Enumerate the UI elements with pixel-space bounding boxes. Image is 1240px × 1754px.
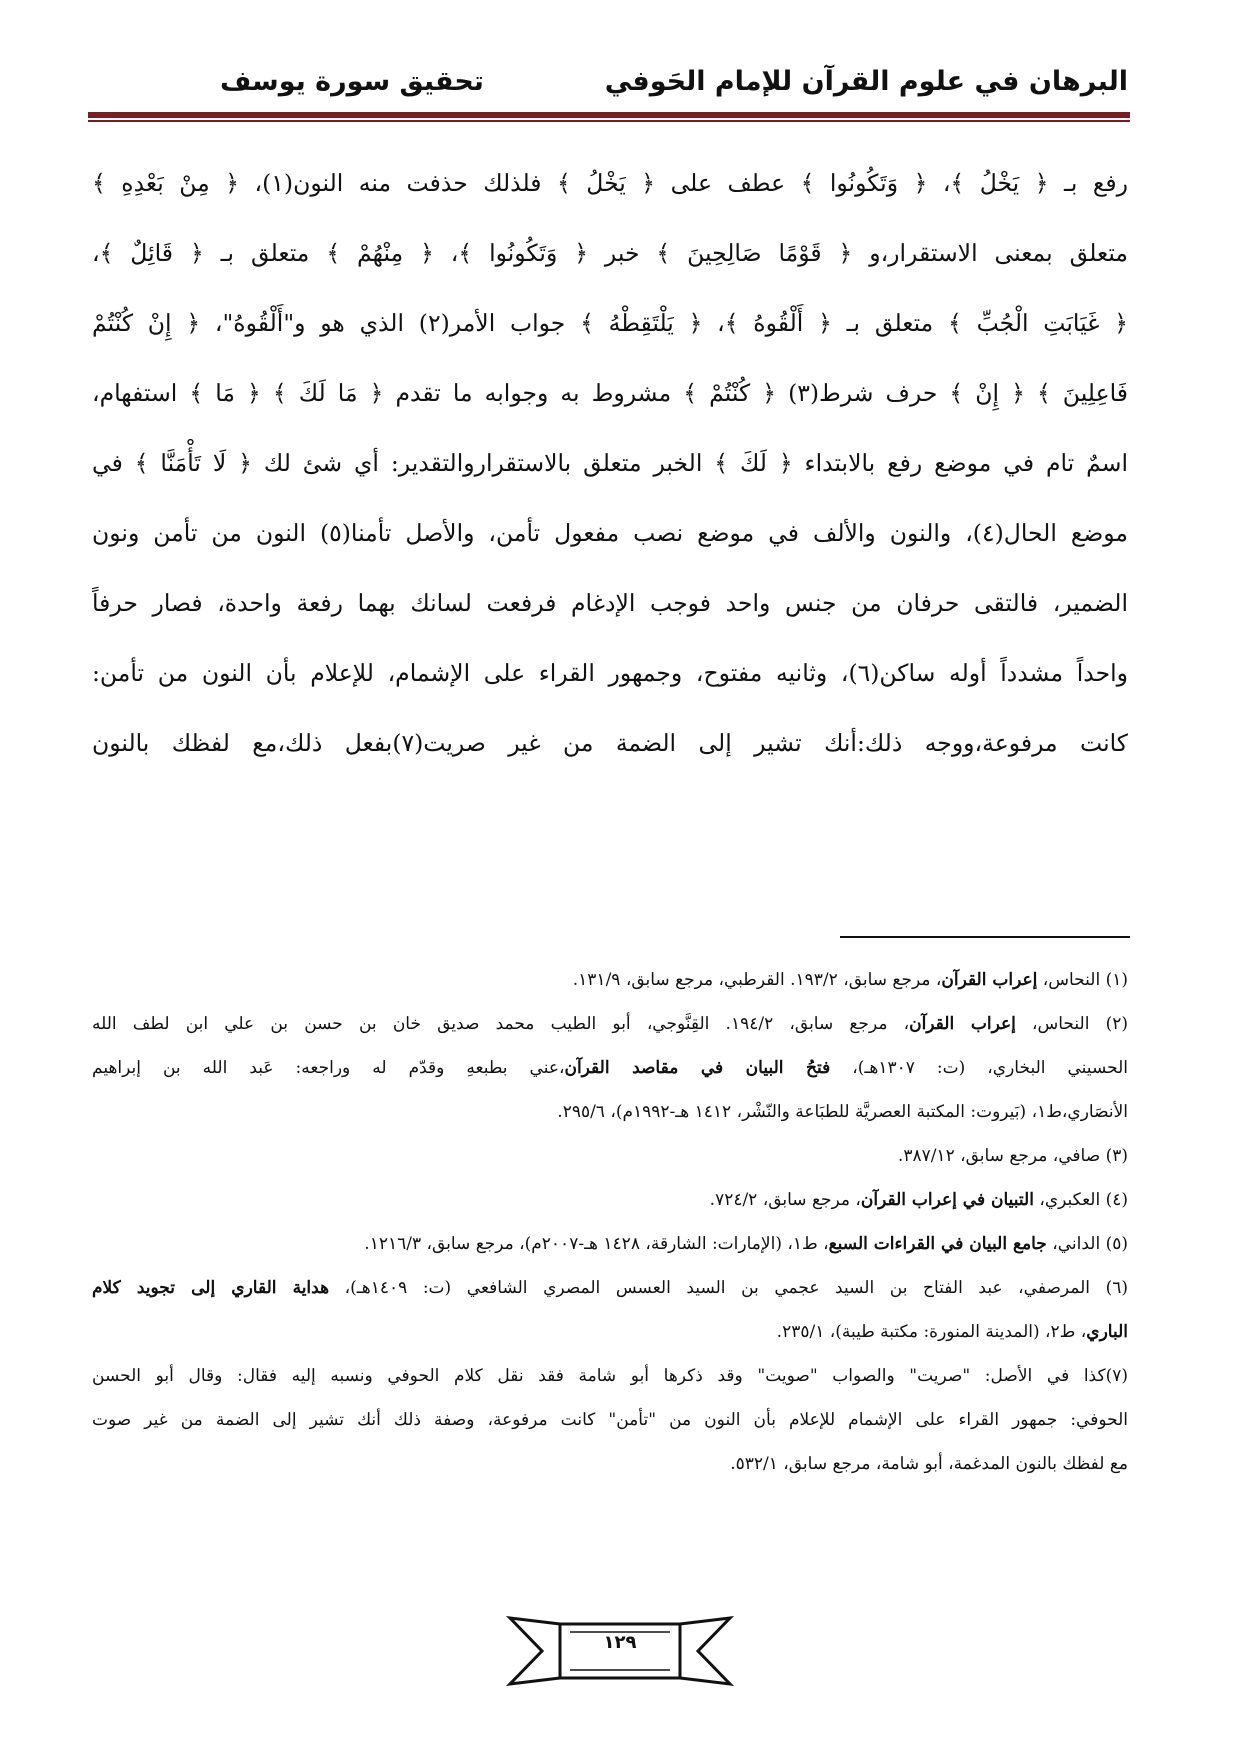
text-line: متعلق بمعنى الاستقرار،و ﴿ قَوْمًا صَالِحِينَ ﴾ خبر ﴿ وَتَكُونُوا ﴾، ﴿ مِنْهُمْ ﴾ متعلق بـ ﴿ قَائِلٌ ﴾،: [92, 239, 1128, 267]
footnote-4: (٤) العكبري، التبيان في إعراب القرآن، مرجع سابق، ٧٢٤/٢.: [709, 1190, 1128, 1210]
footnote-6-cont: الباري، ط٢، (المدينة المنورة: مكتبة طيبة)، ٢٣٥/١.: [776, 1322, 1128, 1342]
footnote-5: (٥) الداني، جامع البيان في القراءات السبع، ط١، (الإمارات: الشارقة، ١٤٢٨ هـ-٢٠٠٧م)، مرجع سابق، ١٢١٦/٣.: [364, 1234, 1128, 1254]
book-title: البرهان في علوم القرآن للإمام الحَوفي: [604, 66, 1128, 97]
footnote-1: (١) النحاس، إعراب القرآن، مرجع سابق، ١٩٣/٢. القرطبي، مرجع سابق، ١٣١/٩.: [572, 970, 1128, 990]
footnote-7: (٧)كذا في الأصل: "صريت" والصواب "صويت" وقد ذكرها أبو شامة فقد نقل كلام الحوفي ونسبه إليه فقال: وقال أبو الحسن: [92, 1366, 1128, 1386]
footnote-7-end: مع لفظك بالنون المدغمة، أبو شامة، مرجع سابق، ٥٣٢/١.: [730, 1454, 1128, 1474]
footnotes: [92, 958, 1128, 1486]
text-line: اسمٌ تام في موضع رفع بالابتداء ﴿ لَكَ ﴾ الخبر متعلق بالاستقراروالتقدير: أي شئ لك ﴿ لَا تَأْمَنَّا ﴾ في: [92, 449, 1128, 477]
text-line: موضع الحال(٤)، والنون والألف في موضع نصب مفعول تأمن، والأصل تأمنا(٥) النون من تأمن ونون: [92, 519, 1128, 547]
text-line: رفع بـ ﴿ يَخْلُ ﴾، ﴿ وَتَكُونُوا ﴾ عطف على ﴿ يَخْلُ ﴾ فلذلك حذفت منه النون(١)، ﴿ مِنْ بَعْدِهِ ﴾: [92, 169, 1128, 197]
section-title: تحقيق سورة يوسف: [220, 66, 484, 97]
text-line: ﴿ غَيَابَتِ الْجُبِّ ﴾ متعلق بـ ﴿ أَلْقُوهُ ﴾، ﴿ يَلْتَقِطْهُ ﴾ جواب الأمر(٢) الذي هو و"أَلْقُوهُ"، ﴿ إِنْ كُنْتُمْ: [92, 309, 1128, 337]
page-number: ١٢٩: [603, 1632, 637, 1653]
header-rule-thick: [88, 112, 1130, 118]
page-number-ornament: [490, 1612, 750, 1690]
footnote-3: (٣) صافي، مرجع سابق، ٣٨٧/١٢.: [897, 1146, 1128, 1166]
footnote-2-cont: الحسيني البخاري، (ت: ١٣٠٧هـ)، فتحُ البيان في مقاصد القرآن،عني بطبعهِ وقدّم له وراجعه: عَبد الله بن إبراهيم: [92, 1058, 1128, 1078]
text-line: فَاعِلِينَ ﴾ ﴿ إِنْ ﴾ حرف شرط(٣) ﴿ كُنْتُمْ ﴾ مشروط به وجوابه ما تقدم ﴿ مَا لَكَ ﴾ ﴿ مَا ﴾ استفهام،: [92, 379, 1128, 407]
footnote-6: (٦) المرصفي، عبد الفتاح بن السيد عجمي بن السيد العسس المصري الشافعي (ت: ١٤٠٩هـ)، هداية القاري إلى تجويد كلام: [92, 1278, 1128, 1298]
text-line: الضمير، فالتقى حرفان من جنس واحد فوجب الإدغام فرفعت لسانك بهما رفعة واحدة، فصار حرفاً: [92, 589, 1128, 617]
running-header: [90, 66, 1128, 106]
main-text: [92, 148, 1128, 778]
header-rule-thin: [88, 120, 1130, 122]
text-line: كانت مرفوعة،ووجه ذلك:أنك تشير إلى الضمة من غير صريت(٧)بفعل ذلك،مع لفظك بالنون: [92, 729, 1128, 757]
footnote-2-end: الأنصَاري،ط١، (بَيروت: المكتبة العصريَّة للطبَاعة والنّشْر، ١٤١٢ هـ-١٩٩٢م)، ٢٩٥/٦.: [557, 1102, 1128, 1122]
text-line: واحداً مشدداً أوله ساكن(٦)، وثانيه مفتوح، وجمهور القراء على الإشمام، للإعلام بأن النون من تأمن:: [92, 659, 1128, 687]
footnote-separator: [840, 936, 1130, 938]
footnote-7-cont: الحوفي: جمهور القراء على الإشمام للإعلام بأن النون من "تأمن" كانت مرفوعة، وصفة ذلك أنك تشير إلى الضمة من غير صوت: [92, 1410, 1128, 1430]
footnote-2: (٢) النحاس، إعراب القرآن، مرجع سابق، ١٩٤/٢. القِنَّوجي، أبو الطيب محمد صديق خان بن حسن بن علي ابن لطف الله: [92, 1014, 1128, 1034]
